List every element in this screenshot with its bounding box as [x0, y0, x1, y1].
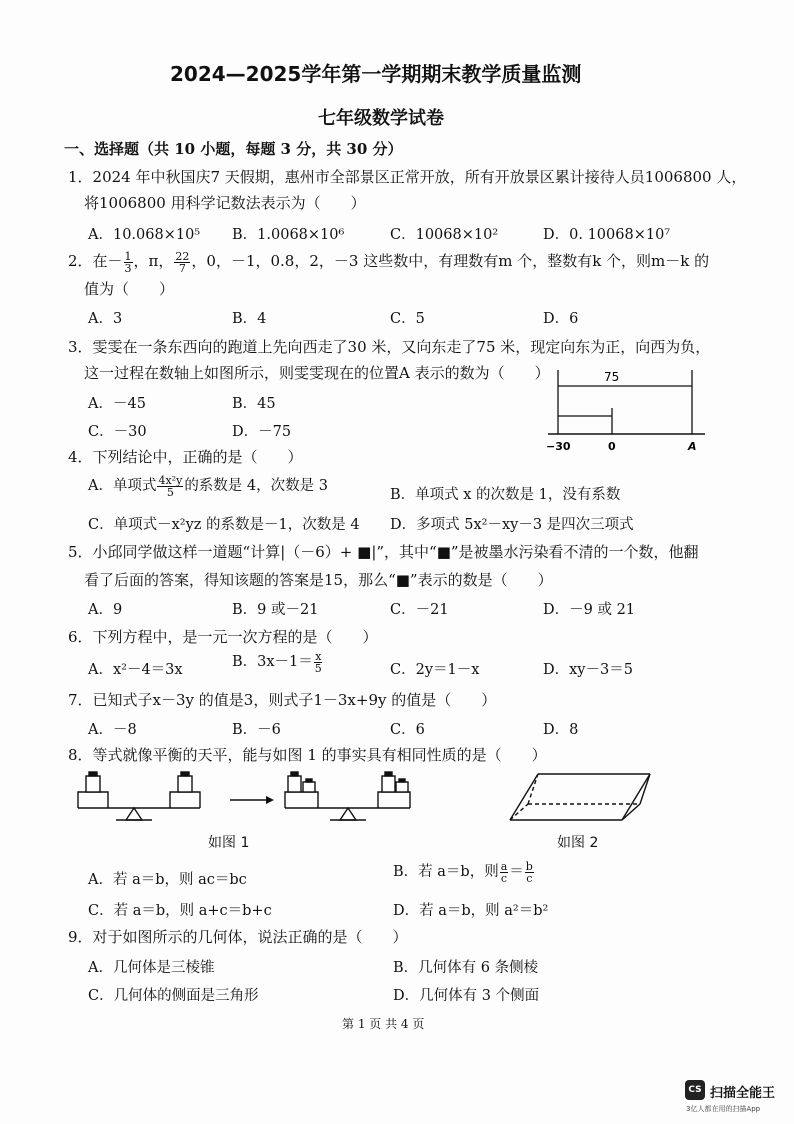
- q4-option-c: C．单项式－x²yz 的系数是－1，次数是 4: [88, 517, 360, 533]
- q4-option-b: B．单项式 x 的次数是 1，没有系数: [390, 487, 621, 503]
- q6-option-b: B．3x－1＝ $\frac{x}{5}$: [232, 649, 322, 675]
- q7-option-c: C．6: [390, 722, 425, 738]
- q3-option-b: B．45: [232, 396, 276, 412]
- q8-figure-1-balance: [70, 770, 430, 828]
- q8-option-b-fraction-2: $\frac{b}{c}$: [525, 859, 533, 885]
- q3-option-d: D．－75: [232, 424, 292, 440]
- q7-option-b: B．－6: [232, 722, 281, 738]
- q6-option-c: C．2y＝1－x: [390, 662, 480, 678]
- page-number: 第 1 页 共 4 页: [342, 1017, 425, 1031]
- q3-text: 3．雯雯在一条东西向的跑道上先向西走了30 米，又向东走了75 米，现定向东为正，向西为负，: [68, 338, 711, 356]
- q5-text: 5．小邱同学做这样一道题“计算|（－6）+ ■|”，其中“■”是被墨水污染看不清的一个数，他翻: [68, 543, 699, 561]
- q5-option-d: D．－9 或 21: [543, 602, 636, 618]
- q4-option-d: D．多项式 5x²－xy－3 是四次三项式: [390, 517, 634, 533]
- q9-text: 9．对于如图所示的几何体，说法正确的是（ ）: [68, 928, 408, 946]
- q2-text-2: 值为（ ）: [84, 280, 175, 298]
- q2-text-mid2: ，0，－1，0.8，2，－3 这些数中，有理数有m 个，整数有k 个，则m－k 的: [191, 252, 710, 270]
- q2-option-b: B．4: [232, 311, 267, 327]
- page-subtitle: 七年级数学试卷: [318, 108, 444, 129]
- q4-option-a: A．单项式 $\frac{\text{4x²y}}{5}$ 的系数是 4，次数是 3: [88, 473, 328, 499]
- balance-scale-after: [285, 772, 410, 820]
- q8-text: 8．等式就像平衡的天平，能与如图 1 的事实具有相同性质的是（ ）: [68, 746, 547, 764]
- tick-label-minus30: −30: [546, 440, 571, 453]
- q2-option-a: A．3: [88, 311, 123, 327]
- q2-fraction-1: $\frac{1}{3}$: [124, 249, 132, 275]
- q5-option-b: B．9 或－21: [232, 602, 319, 618]
- q8-option-c: C．若 a＝b，则 a+c＝b+c: [88, 903, 272, 919]
- q8-option-d: D．若 a＝b，则 a²＝b²: [393, 903, 549, 919]
- q4-option-a-fraction: $\frac{\text{4x²y}}{5}$: [158, 473, 183, 499]
- page-title: 2024—2025学年第一学期期末教学质量监测: [170, 62, 582, 86]
- watermark-name: 扫描全能王: [710, 1086, 776, 1101]
- q6-text: 6．下列方程中，是一元一次方程的是（ ）: [68, 628, 378, 646]
- q2-text-mid1: ，π，: [133, 252, 174, 270]
- figure-label-75: 75: [604, 370, 620, 384]
- q1-option-c: C．10068×10²: [390, 227, 499, 243]
- q4-text: 4．下列结论中，正确的是（ ）: [68, 448, 303, 466]
- q1-text-2: 将1006800 用科学记数法表示为（ ）: [84, 194, 366, 212]
- q9-option-a: A．几何体是三棱锥: [88, 960, 215, 976]
- q3-option-a: A．－45: [88, 396, 146, 412]
- q9-option-c: C．几何体的侧面是三角形: [88, 988, 259, 1004]
- q3-number-line-figure: [540, 362, 710, 457]
- camscanner-logo-icon: CS: [685, 1080, 705, 1100]
- q2-option-c: C．5: [390, 311, 425, 327]
- q8-figure-2-caption: 如图 2: [557, 835, 599, 851]
- balance-scale-before: [78, 772, 200, 820]
- q6-option-d: D．xy－3＝5: [543, 662, 633, 678]
- q2-option-d: D．6: [543, 311, 579, 327]
- q8-option-a: A．若 a＝b，则 ac＝bc: [88, 872, 247, 888]
- q2-text-pre: 2．在－: [68, 252, 123, 270]
- q2-fraction-2: $\frac{22}{7}$: [175, 249, 190, 275]
- q2-text: [68, 250, 709, 274]
- q8-figure-1-caption: 如图 1: [208, 835, 250, 851]
- q6-option-a: A．x²－4＝3x: [88, 662, 183, 678]
- q5-option-c: C．－21: [390, 602, 449, 618]
- q3-text-2: 这一过程在数轴上如图所示，则雯雯现在的位置A 表示的数为（ ）: [84, 364, 550, 382]
- tick-label-a: A: [688, 440, 697, 453]
- tick-label-0: 0: [608, 440, 616, 453]
- q8-figure-2-prism: [500, 768, 660, 830]
- q9-option-b: B．几何体有 6 条侧棱: [393, 960, 539, 976]
- q8-option-b-fraction-1: $\frac{a}{c}$: [500, 859, 508, 885]
- q1-option-d: D．0. 10068×10⁷: [543, 227, 671, 243]
- q7-text: 7．已知式子x－3y 的值是3，则式子1－3x+9y 的值是（ ）: [68, 691, 497, 709]
- q5-text-2: 看了后面的答案，得知该题的答案是15，那么“■”表示的数是（ ）: [84, 571, 553, 589]
- q3-option-c: C．－30: [88, 424, 147, 440]
- q9-option-d: D．几何体有 3 个侧面: [393, 988, 540, 1004]
- q1-option-b: B．1.0068×10⁶: [232, 227, 345, 243]
- q6-option-b-fraction: $\frac{x}{5}$: [314, 649, 322, 675]
- section-heading: 一、选择题（共 10 小题，每题 3 分，共 30 分）: [64, 140, 403, 158]
- arrow-icon: [230, 796, 274, 804]
- q7-option-d: D．8: [543, 722, 579, 738]
- q8-option-b: B．若 a＝b，则 $\frac{a}{c}$ ＝ $\frac{b}{c}$: [393, 859, 533, 885]
- q1-option-a: A．10.068×10⁵: [88, 227, 201, 243]
- q1-text: 1．2024 年中秋国庆7 天假期，惠州市全部景区正常开放，所有开放景区累计接待人员1006800 人，: [68, 168, 747, 186]
- watermark-subtitle: 3亿人都在用的扫描App: [686, 1105, 761, 1113]
- q7-option-a: A．－8: [88, 722, 137, 738]
- q5-option-a: A．9: [88, 602, 123, 618]
